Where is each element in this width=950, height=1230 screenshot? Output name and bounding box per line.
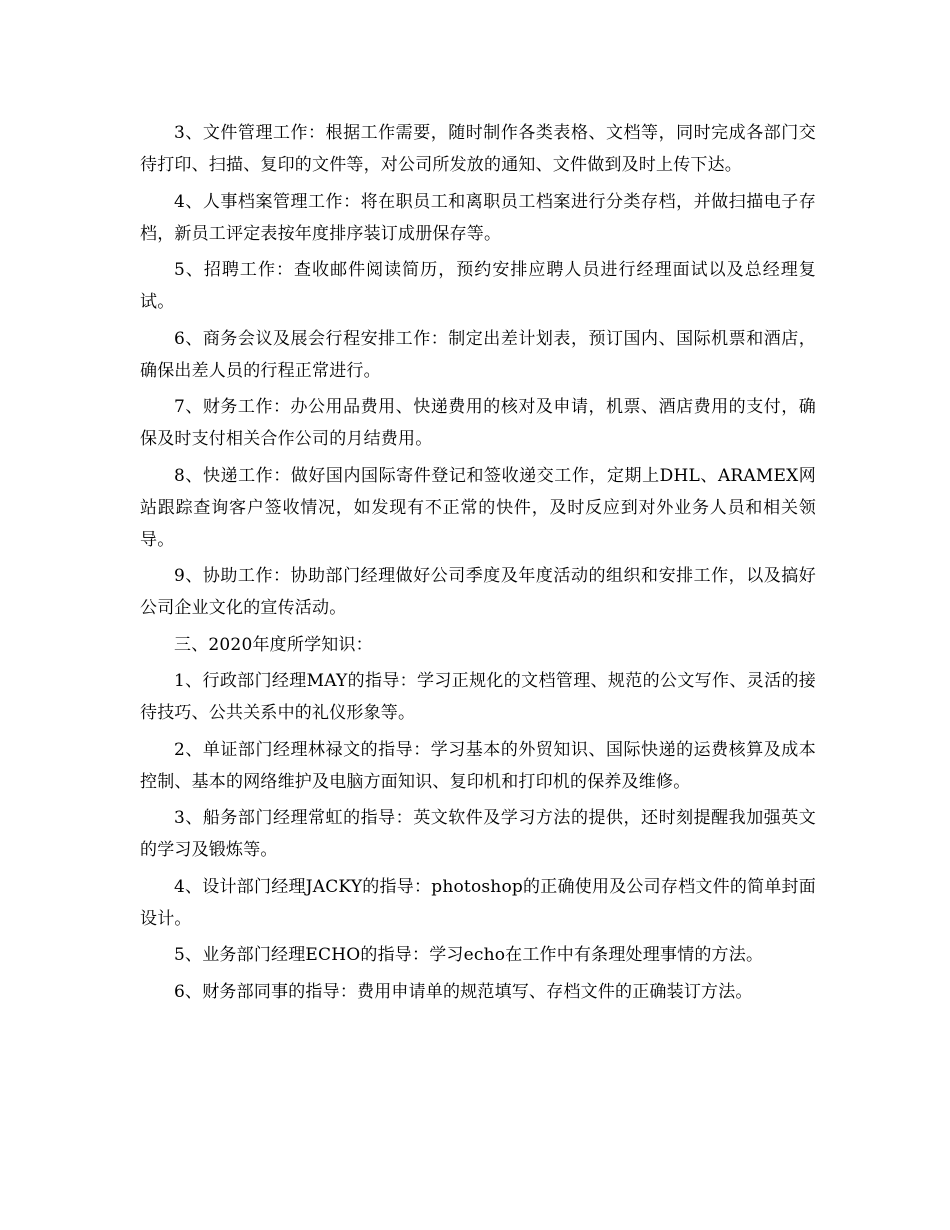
paragraph-hr-archives: 4、人事档案管理工作：将在职员工和离职员工档案进行分类存档，并做扫描电子存档，新员工评定表按年度排序装订成册保存等。	[140, 191, 816, 244]
paragraph-finance: 7、财务工作：办公用品费用、快递费用的核对及申请，机票、酒店费用的支付，确保及时支付相关合作公司的月结费用。	[140, 397, 816, 449]
paragraph-business-travel: 6、商务会议及展会行程安排工作：制定出差计划表，预订国内、国际机票和酒店，确保出差人员的行程正常进行。	[140, 328, 816, 381]
paragraph-documents-guidance: 2、单证部门经理林禄文的指导：学习基本的外贸知识、国际快递的运费核算及成本控制、基本的网络维护及电脑方面知识、复印机和打印机的保养及维修。	[140, 739, 816, 792]
paragraph-file-management: 3、文件管理工作：根据工作需要，随时制作各类表格、文档等，同时完成各部门交待打印、扫描、复印的文件等，对公司所发放的通知、文件做到及时上传下达。	[140, 123, 816, 175]
paragraph-business-guidance: 5、业务部门经理ECHO的指导：学习echo在工作中有条理处理事情的方法。	[174, 945, 764, 965]
paragraph-finance-guidance: 6、财务部同事的指导：费用申请单的规范填写、存档文件的正确装订方法。	[174, 981, 753, 1002]
document-body	[140, 117, 816, 1012]
paragraph-admin-guidance: 1、行政部门经理MAY的指导：学习正规化的文档管理、规范的公文写作、灵活的接待技巧、公共关系中的礼仪形象等。	[140, 671, 816, 723]
paragraph-design-guidance: 4、设计部门经理JACKY的指导：photoshop的正确使用及公司存档文件的简单封面设计。	[140, 876, 816, 929]
section-heading-knowledge: 三、2020年度所学知识：	[174, 634, 373, 655]
paragraph-shipping-guidance: 3、船务部门经理常虹的指导：英文软件及学习方法的提供，还时刻提醒我加强英文的学习及锻炼等。	[140, 808, 816, 860]
paragraph-assistance: 9、协助工作：协助部门经理做好公司季度及年度活动的组织和安排工作，以及搞好公司企业文化的宣传活动。	[140, 566, 816, 618]
paragraph-express: 8、快递工作：做好国内国际寄件登记和签收递交工作，定期上DHL、ARAMEX网站跟踪查询客户签收情况，如发现有不正常的快件，及时反应到对外业务人员和相关领导。	[140, 465, 816, 550]
paragraph-recruitment: 5、招聘工作：查收邮件阅读简历，预约安排应聘人员进行经理面试以及总经理复试。	[140, 260, 816, 312]
